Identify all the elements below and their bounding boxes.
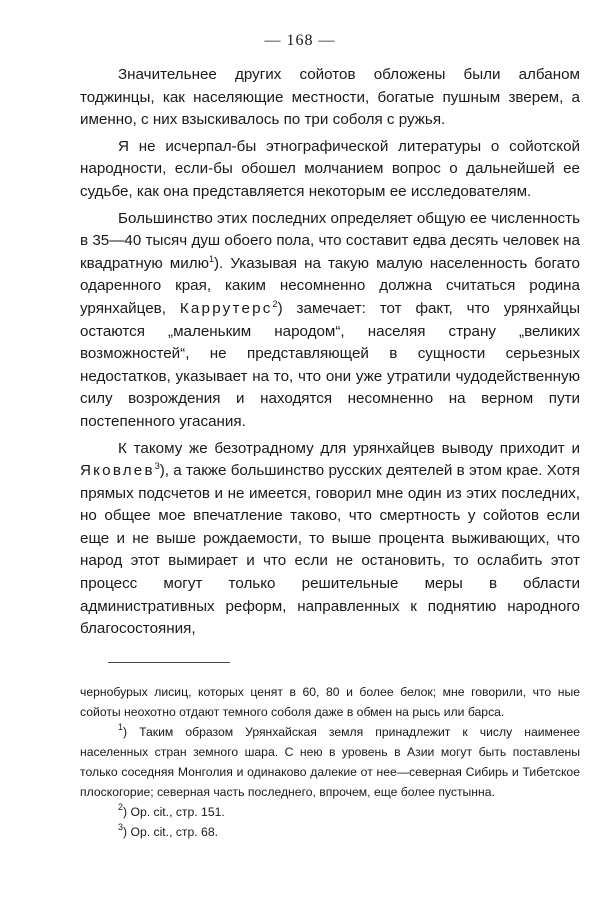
footnote-ref-1: 1 (208, 253, 214, 264)
footnote-3-mark: 3 (118, 822, 124, 832)
footnotes (80, 682, 580, 842)
author-name-yakovlev: Яковлев (80, 462, 155, 480)
paragraph-4-part-b: ), а также большинство русских деятелей в этом крае. Хотя прямых подсчетов и не имеется, говорил мне один из этих последних, но общее мое впечатление таково, что смертность у сойотов если еще и не выше рождаемости, то выше процента выживающих, что народ этот вымирает и что если не остановить, то ослабить этот процесс могут только решительные меры в области административных реформ, направленных к поднятию народного благосостояния, (80, 462, 580, 638)
paragraph-2: Я не исчерпал-бы этнографической литературы о сойотской народности, если-бы обошел молчанием вопрос о дальнейшей ее судьбе, как она представляется некоторым ее исследователям. (80, 137, 580, 200)
footnote-3-text: ) Op. cit., стр. 68. (123, 825, 219, 839)
page-number: — 168 — (264, 32, 336, 49)
footnote-2 (80, 802, 580, 822)
paragraph-3-part-b: ). Указывая на такую малую населенность богато одаренного края, каким несомненно должна считаться родина урянхайцев, (80, 254, 580, 317)
footnote-divider (108, 662, 230, 663)
footnote-2-mark: 2 (118, 802, 124, 812)
footnote-1-mark: 1 (118, 722, 124, 732)
footnote-2-text: ) Op. cit., стр. 151. (123, 805, 225, 819)
footnote-1-text: ) Таким образом Урянхайская земля принадлежит к числу наименее населенных стран земного шара. С нею в уровень в Азии могут быть поставлены только соседняя Монголия и одинаково далекие от нее—северная Сибирь и Тибетское плоскогорие; северная часть последнего, впрочем, еще более пустынна. (80, 725, 580, 799)
paragraph-1: Значительнее других сойотов обложены были албаном тоджинцы, как населяющие местности, богатые пушным зверем, а именно, с них взыскивалось по три соболя с ружья. (80, 66, 580, 129)
footnote-1 (80, 722, 580, 802)
paragraph-4-part-a: К такому же безотрадному для урянхайцев выводу приходит и (118, 439, 580, 457)
paragraph-3-part-c: ) замечает: тот факт, что урянхайцы остаются „маленьким народом“, населяя страну „великих возможностей“, не представляющей в сущности серьезных недостатков, указывает на то, что они уже утратили чудодейственную силу возрождения и находятся несомненно на верном пути постепенного угасания. (80, 299, 580, 430)
footnote-ref-3: 3 (154, 461, 160, 472)
paragraph-3 (80, 208, 580, 434)
footnote-continuation: чернобурых лисиц, которых ценят в 60, 80 и более белок; мне говорили, что ные сойоты неохотно отдают темного соболя даже в обмен на рысь или барса. (80, 685, 580, 719)
footnote-ref-2: 2 (272, 298, 278, 309)
paragraph-4 (80, 438, 580, 641)
paragraph-3-part-a: Большинство этих последних определяет общую ее численность в 35—40 тысяч душ обоего пола, что составит едва десять человек на квадратную милю (80, 209, 580, 272)
footnote-3 (80, 822, 580, 842)
author-name-carruthers: Каррутерс (179, 299, 273, 317)
main-text (80, 64, 580, 645)
